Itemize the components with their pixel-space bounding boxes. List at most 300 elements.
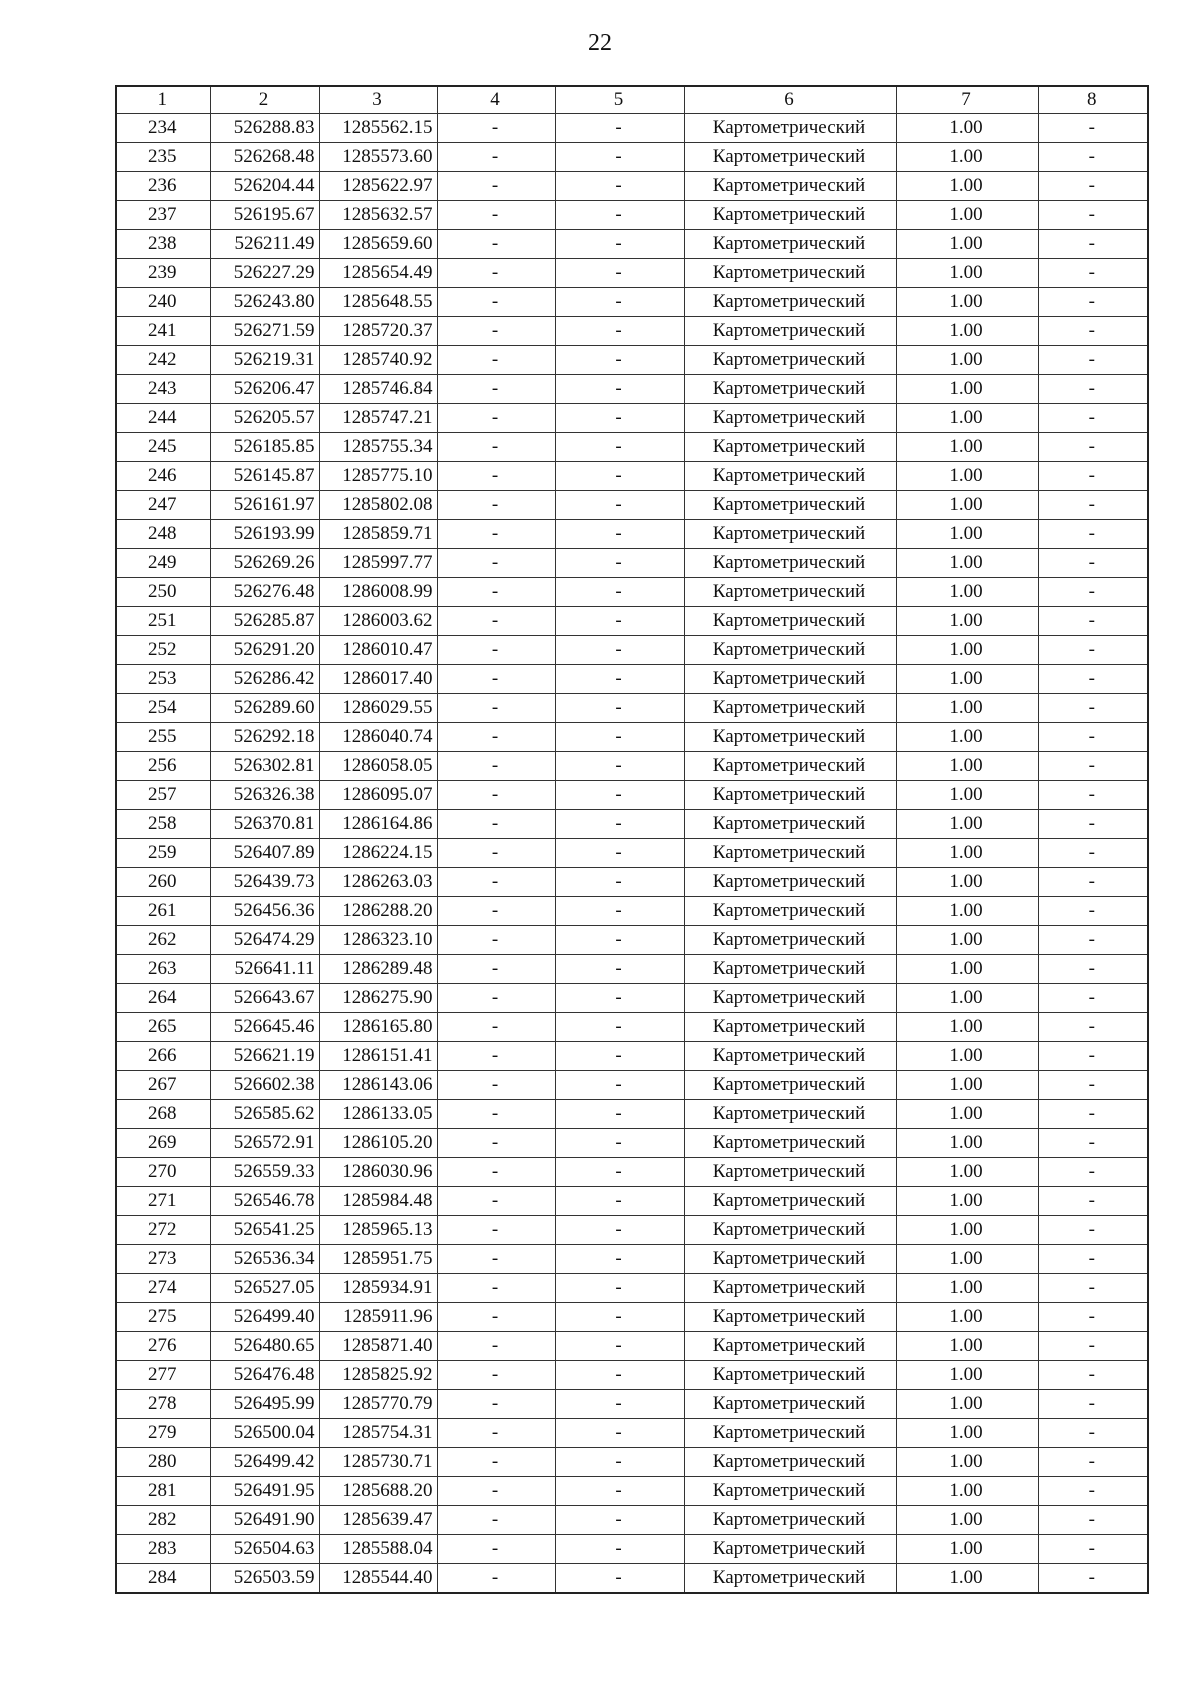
y-coordinate-cell: 1285775.10 — [319, 462, 437, 491]
method-cell: Картометрический — [684, 1071, 896, 1100]
col-8-cell: - — [1038, 1245, 1148, 1274]
col-5-cell: - — [555, 375, 684, 404]
col-4-cell: - — [437, 926, 555, 955]
accuracy-cell: 1.00 — [896, 665, 1038, 694]
point-number-cell: 237 — [116, 201, 210, 230]
col-4-cell: - — [437, 752, 555, 781]
table-row — [116, 317, 1148, 346]
col-4-cell: - — [437, 172, 555, 201]
y-coordinate-cell: 1285588.04 — [319, 1535, 437, 1564]
column-header-6: 6 — [684, 86, 896, 114]
method-cell: Картометрический — [684, 868, 896, 897]
table-body — [116, 114, 1148, 1594]
point-number-cell: 245 — [116, 433, 210, 462]
col-5-cell: - — [555, 1448, 684, 1477]
table-row — [116, 404, 1148, 433]
col-8-cell: - — [1038, 1564, 1148, 1594]
x-coordinate-cell: 526499.42 — [210, 1448, 319, 1477]
y-coordinate-cell: 1285859.71 — [319, 520, 437, 549]
point-number-cell: 277 — [116, 1361, 210, 1390]
x-coordinate-cell: 526643.67 — [210, 984, 319, 1013]
method-cell: Картометрический — [684, 1129, 896, 1158]
y-coordinate-cell: 1285770.79 — [319, 1390, 437, 1419]
col-5-cell: - — [555, 810, 684, 839]
col-4-cell: - — [437, 665, 555, 694]
table-row — [116, 375, 1148, 404]
x-coordinate-cell: 526504.63 — [210, 1535, 319, 1564]
col-5-cell: - — [555, 1332, 684, 1361]
col-8-cell: - — [1038, 1100, 1148, 1129]
col-4-cell: - — [437, 375, 555, 404]
table-row — [116, 549, 1148, 578]
point-number-cell: 243 — [116, 375, 210, 404]
col-5-cell: - — [555, 665, 684, 694]
x-coordinate-cell: 526645.46 — [210, 1013, 319, 1042]
col-4-cell: - — [437, 1042, 555, 1071]
col-4-cell: - — [437, 346, 555, 375]
col-4-cell: - — [437, 1535, 555, 1564]
accuracy-cell: 1.00 — [896, 1245, 1038, 1274]
table-row — [116, 1245, 1148, 1274]
y-coordinate-cell: 1285720.37 — [319, 317, 437, 346]
col-8-cell: - — [1038, 955, 1148, 984]
accuracy-cell: 1.00 — [896, 230, 1038, 259]
col-8-cell: - — [1038, 549, 1148, 578]
y-coordinate-cell: 1285654.49 — [319, 259, 437, 288]
col-5-cell: - — [555, 346, 684, 375]
col-8-cell: - — [1038, 520, 1148, 549]
col-8-cell: - — [1038, 1390, 1148, 1419]
method-cell: Картометрический — [684, 607, 896, 636]
column-header-1: 1 — [116, 86, 210, 114]
accuracy-cell: 1.00 — [896, 288, 1038, 317]
x-coordinate-cell: 526219.31 — [210, 346, 319, 375]
col-5-cell: - — [555, 259, 684, 288]
table-row — [116, 1477, 1148, 1506]
point-number-cell: 239 — [116, 259, 210, 288]
table-row — [116, 752, 1148, 781]
col-8-cell: - — [1038, 259, 1148, 288]
table-row — [116, 1013, 1148, 1042]
page-number: 22 — [588, 30, 612, 56]
accuracy-cell: 1.00 — [896, 1535, 1038, 1564]
col-4-cell: - — [437, 317, 555, 346]
table-row — [116, 723, 1148, 752]
col-8-cell: - — [1038, 1216, 1148, 1245]
y-coordinate-cell: 1285997.77 — [319, 549, 437, 578]
y-coordinate-cell: 1286008.99 — [319, 578, 437, 607]
y-coordinate-cell: 1286133.05 — [319, 1100, 437, 1129]
col-4-cell: - — [437, 1071, 555, 1100]
col-8-cell: - — [1038, 172, 1148, 201]
col-4-cell: - — [437, 694, 555, 723]
y-coordinate-cell: 1285911.96 — [319, 1303, 437, 1332]
accuracy-cell: 1.00 — [896, 1071, 1038, 1100]
col-5-cell: - — [555, 1013, 684, 1042]
column-header-7: 7 — [896, 86, 1038, 114]
method-cell: Картометрический — [684, 1216, 896, 1245]
y-coordinate-cell: 1285747.21 — [319, 404, 437, 433]
method-cell: Картометрический — [684, 520, 896, 549]
accuracy-cell: 1.00 — [896, 1332, 1038, 1361]
x-coordinate-cell: 526491.90 — [210, 1506, 319, 1535]
accuracy-cell: 1.00 — [896, 1013, 1038, 1042]
col-5-cell: - — [555, 1216, 684, 1245]
accuracy-cell: 1.00 — [896, 433, 1038, 462]
point-number-cell: 274 — [116, 1274, 210, 1303]
col-5-cell: - — [555, 1477, 684, 1506]
method-cell: Картометрический — [684, 549, 896, 578]
col-5-cell: - — [555, 433, 684, 462]
y-coordinate-cell: 1286058.05 — [319, 752, 437, 781]
table-row — [116, 781, 1148, 810]
method-cell: Картометрический — [684, 694, 896, 723]
col-5-cell: - — [555, 897, 684, 926]
table-row — [116, 1535, 1148, 1564]
accuracy-cell: 1.00 — [896, 491, 1038, 520]
point-number-cell: 278 — [116, 1390, 210, 1419]
col-4-cell: - — [437, 897, 555, 926]
method-cell: Картометрический — [684, 1042, 896, 1071]
x-coordinate-cell: 526291.20 — [210, 636, 319, 665]
method-cell: Картометрический — [684, 636, 896, 665]
col-8-cell: - — [1038, 1158, 1148, 1187]
table-row — [116, 288, 1148, 317]
col-8-cell: - — [1038, 665, 1148, 694]
accuracy-cell: 1.00 — [896, 317, 1038, 346]
point-number-cell: 255 — [116, 723, 210, 752]
col-5-cell: - — [555, 520, 684, 549]
accuracy-cell: 1.00 — [896, 1100, 1038, 1129]
col-4-cell: - — [437, 520, 555, 549]
col-4-cell: - — [437, 636, 555, 665]
col-4-cell: - — [437, 1361, 555, 1390]
y-coordinate-cell: 1285659.60 — [319, 230, 437, 259]
y-coordinate-cell: 1286164.86 — [319, 810, 437, 839]
point-number-cell: 265 — [116, 1013, 210, 1042]
col-8-cell: - — [1038, 143, 1148, 172]
table-row — [116, 491, 1148, 520]
method-cell: Картометрический — [684, 665, 896, 694]
col-4-cell: - — [437, 433, 555, 462]
y-coordinate-cell: 1286010.47 — [319, 636, 437, 665]
x-coordinate-cell: 526243.80 — [210, 288, 319, 317]
y-coordinate-cell: 1285730.71 — [319, 1448, 437, 1477]
col-8-cell: - — [1038, 723, 1148, 752]
col-8-cell: - — [1038, 752, 1148, 781]
point-number-cell: 249 — [116, 549, 210, 578]
point-number-cell: 282 — [116, 1506, 210, 1535]
x-coordinate-cell: 526271.59 — [210, 317, 319, 346]
point-number-cell: 247 — [116, 491, 210, 520]
col-8-cell: - — [1038, 1303, 1148, 1332]
accuracy-cell: 1.00 — [896, 520, 1038, 549]
point-number-cell: 248 — [116, 520, 210, 549]
col-8-cell: - — [1038, 1419, 1148, 1448]
y-coordinate-cell: 1286017.40 — [319, 665, 437, 694]
method-cell: Картометрический — [684, 1158, 896, 1187]
col-5-cell: - — [555, 1274, 684, 1303]
table-row — [116, 230, 1148, 259]
col-8-cell: - — [1038, 1042, 1148, 1071]
accuracy-cell: 1.00 — [896, 868, 1038, 897]
col-4-cell: - — [437, 1013, 555, 1042]
point-number-cell: 284 — [116, 1564, 210, 1594]
y-coordinate-cell: 1286289.48 — [319, 955, 437, 984]
point-number-cell: 273 — [116, 1245, 210, 1274]
col-4-cell: - — [437, 839, 555, 868]
y-coordinate-cell: 1286224.15 — [319, 839, 437, 868]
y-coordinate-cell: 1285984.48 — [319, 1187, 437, 1216]
method-cell: Картометрический — [684, 433, 896, 462]
y-coordinate-cell: 1285544.40 — [319, 1564, 437, 1594]
y-coordinate-cell: 1285639.47 — [319, 1506, 437, 1535]
accuracy-cell: 1.00 — [896, 114, 1038, 143]
accuracy-cell: 1.00 — [896, 810, 1038, 839]
col-4-cell: - — [437, 491, 555, 520]
col-4-cell: - — [437, 1390, 555, 1419]
col-4-cell: - — [437, 462, 555, 491]
point-number-cell: 271 — [116, 1187, 210, 1216]
table-row — [116, 172, 1148, 201]
table-row — [116, 665, 1148, 694]
col-5-cell: - — [555, 984, 684, 1013]
method-cell: Картометрический — [684, 752, 896, 781]
table-row — [116, 839, 1148, 868]
x-coordinate-cell: 526285.87 — [210, 607, 319, 636]
y-coordinate-cell: 1285688.20 — [319, 1477, 437, 1506]
col-4-cell: - — [437, 578, 555, 607]
x-coordinate-cell: 526527.05 — [210, 1274, 319, 1303]
x-coordinate-cell: 526161.97 — [210, 491, 319, 520]
y-coordinate-cell: 1286263.03 — [319, 868, 437, 897]
method-cell: Картометрический — [684, 1477, 896, 1506]
accuracy-cell: 1.00 — [896, 1564, 1038, 1594]
col-8-cell: - — [1038, 984, 1148, 1013]
y-coordinate-cell: 1285825.92 — [319, 1361, 437, 1390]
col-8-cell: - — [1038, 433, 1148, 462]
col-4-cell: - — [437, 230, 555, 259]
table-row — [116, 1274, 1148, 1303]
col-8-cell: - — [1038, 926, 1148, 955]
table-row — [116, 636, 1148, 665]
col-5-cell: - — [555, 1303, 684, 1332]
x-coordinate-cell: 526499.40 — [210, 1303, 319, 1332]
coordinate-table — [115, 85, 1149, 1594]
point-number-cell: 234 — [116, 114, 210, 143]
x-coordinate-cell: 526326.38 — [210, 781, 319, 810]
y-coordinate-cell: 1285802.08 — [319, 491, 437, 520]
table-row — [116, 462, 1148, 491]
point-number-cell: 272 — [116, 1216, 210, 1245]
table-row — [116, 607, 1148, 636]
table-row — [116, 1332, 1148, 1361]
method-cell: Картометрический — [684, 984, 896, 1013]
accuracy-cell: 1.00 — [896, 549, 1038, 578]
table-row — [116, 694, 1148, 723]
x-coordinate-cell: 526204.44 — [210, 172, 319, 201]
x-coordinate-cell: 526206.47 — [210, 375, 319, 404]
col-8-cell: - — [1038, 1535, 1148, 1564]
x-coordinate-cell: 526602.38 — [210, 1071, 319, 1100]
col-5-cell: - — [555, 230, 684, 259]
table-row — [116, 1216, 1148, 1245]
method-cell: Картометрический — [684, 810, 896, 839]
x-coordinate-cell: 526193.99 — [210, 520, 319, 549]
col-4-cell: - — [437, 984, 555, 1013]
col-5-cell: - — [555, 288, 684, 317]
method-cell: Картометрический — [684, 201, 896, 230]
x-coordinate-cell: 526474.29 — [210, 926, 319, 955]
accuracy-cell: 1.00 — [896, 781, 1038, 810]
y-coordinate-cell: 1285934.91 — [319, 1274, 437, 1303]
method-cell: Картометрический — [684, 897, 896, 926]
point-number-cell: 246 — [116, 462, 210, 491]
method-cell: Картометрический — [684, 1506, 896, 1535]
x-coordinate-cell: 526541.25 — [210, 1216, 319, 1245]
point-number-cell: 275 — [116, 1303, 210, 1332]
y-coordinate-cell: 1285965.13 — [319, 1216, 437, 1245]
table-header — [116, 86, 1148, 114]
accuracy-cell: 1.00 — [896, 839, 1038, 868]
y-coordinate-cell: 1286030.96 — [319, 1158, 437, 1187]
point-number-cell: 263 — [116, 955, 210, 984]
y-coordinate-cell: 1285754.31 — [319, 1419, 437, 1448]
method-cell: Картометрический — [684, 926, 896, 955]
table-row — [116, 1564, 1148, 1594]
method-cell: Картометрический — [684, 491, 896, 520]
accuracy-cell: 1.00 — [896, 1129, 1038, 1158]
x-coordinate-cell: 526227.29 — [210, 259, 319, 288]
x-coordinate-cell: 526370.81 — [210, 810, 319, 839]
accuracy-cell: 1.00 — [896, 694, 1038, 723]
col-5-cell: - — [555, 1071, 684, 1100]
method-cell: Картометрический — [684, 1274, 896, 1303]
x-coordinate-cell: 526205.57 — [210, 404, 319, 433]
col-5-cell: - — [555, 114, 684, 143]
table-row — [116, 1303, 1148, 1332]
point-number-cell: 257 — [116, 781, 210, 810]
point-number-cell: 238 — [116, 230, 210, 259]
col-4-cell: - — [437, 868, 555, 897]
point-number-cell: 250 — [116, 578, 210, 607]
x-coordinate-cell: 526195.67 — [210, 201, 319, 230]
accuracy-cell: 1.00 — [896, 1477, 1038, 1506]
x-coordinate-cell: 526185.85 — [210, 433, 319, 462]
x-coordinate-cell: 526292.18 — [210, 723, 319, 752]
col-5-cell: - — [555, 1158, 684, 1187]
table-row — [116, 1187, 1148, 1216]
table-row — [116, 897, 1148, 926]
point-number-cell: 281 — [116, 1477, 210, 1506]
accuracy-cell: 1.00 — [896, 1216, 1038, 1245]
col-5-cell: - — [555, 1187, 684, 1216]
col-5-cell: - — [555, 201, 684, 230]
point-number-cell: 252 — [116, 636, 210, 665]
col-8-cell: - — [1038, 230, 1148, 259]
col-4-cell: - — [437, 810, 555, 839]
table-row — [116, 346, 1148, 375]
col-5-cell: - — [555, 172, 684, 201]
y-coordinate-cell: 1285622.97 — [319, 172, 437, 201]
col-4-cell: - — [437, 114, 555, 143]
x-coordinate-cell: 526276.48 — [210, 578, 319, 607]
col-5-cell: - — [555, 1129, 684, 1158]
x-coordinate-cell: 526495.99 — [210, 1390, 319, 1419]
y-coordinate-cell: 1286040.74 — [319, 723, 437, 752]
point-number-cell: 241 — [116, 317, 210, 346]
point-number-cell: 280 — [116, 1448, 210, 1477]
table-row — [116, 1158, 1148, 1187]
col-5-cell: - — [555, 1506, 684, 1535]
x-coordinate-cell: 526456.36 — [210, 897, 319, 926]
header-row — [116, 86, 1148, 114]
point-number-cell: 244 — [116, 404, 210, 433]
col-8-cell: - — [1038, 810, 1148, 839]
point-number-cell: 242 — [116, 346, 210, 375]
accuracy-cell: 1.00 — [896, 607, 1038, 636]
point-number-cell: 254 — [116, 694, 210, 723]
method-cell: Картометрический — [684, 230, 896, 259]
x-coordinate-cell: 526407.89 — [210, 839, 319, 868]
col-5-cell: - — [555, 1564, 684, 1594]
col-5-cell: - — [555, 462, 684, 491]
method-cell: Картометрический — [684, 1245, 896, 1274]
method-cell: Картометрический — [684, 723, 896, 752]
point-number-cell: 279 — [116, 1419, 210, 1448]
accuracy-cell: 1.00 — [896, 1361, 1038, 1390]
table-row — [116, 955, 1148, 984]
col-8-cell: - — [1038, 1332, 1148, 1361]
col-5-cell: - — [555, 1535, 684, 1564]
method-cell: Картометрический — [684, 839, 896, 868]
y-coordinate-cell: 1286165.80 — [319, 1013, 437, 1042]
method-cell: Картометрический — [684, 317, 896, 346]
col-4-cell: - — [437, 1448, 555, 1477]
point-number-cell: 236 — [116, 172, 210, 201]
col-4-cell: - — [437, 143, 555, 172]
point-number-cell: 256 — [116, 752, 210, 781]
accuracy-cell: 1.00 — [896, 1042, 1038, 1071]
col-4-cell: - — [437, 1245, 555, 1274]
col-8-cell: - — [1038, 288, 1148, 317]
col-8-cell: - — [1038, 1129, 1148, 1158]
col-5-cell: - — [555, 578, 684, 607]
method-cell: Картометрический — [684, 1332, 896, 1361]
col-8-cell: - — [1038, 1361, 1148, 1390]
col-4-cell: - — [437, 1100, 555, 1129]
method-cell: Картометрический — [684, 1303, 896, 1332]
y-coordinate-cell: 1285562.15 — [319, 114, 437, 143]
col-5-cell: - — [555, 926, 684, 955]
col-4-cell: - — [437, 955, 555, 984]
accuracy-cell: 1.00 — [896, 636, 1038, 665]
col-8-cell: - — [1038, 578, 1148, 607]
y-coordinate-cell: 1285573.60 — [319, 143, 437, 172]
col-5-cell: - — [555, 1361, 684, 1390]
col-4-cell: - — [437, 1506, 555, 1535]
col-4-cell: - — [437, 1187, 555, 1216]
col-5-cell: - — [555, 143, 684, 172]
col-5-cell: - — [555, 549, 684, 578]
col-4-cell: - — [437, 723, 555, 752]
method-cell: Картометрический — [684, 404, 896, 433]
col-4-cell: - — [437, 1564, 555, 1594]
accuracy-cell: 1.00 — [896, 462, 1038, 491]
accuracy-cell: 1.00 — [896, 143, 1038, 172]
x-coordinate-cell: 526503.59 — [210, 1564, 319, 1594]
method-cell: Картометрический — [684, 1448, 896, 1477]
